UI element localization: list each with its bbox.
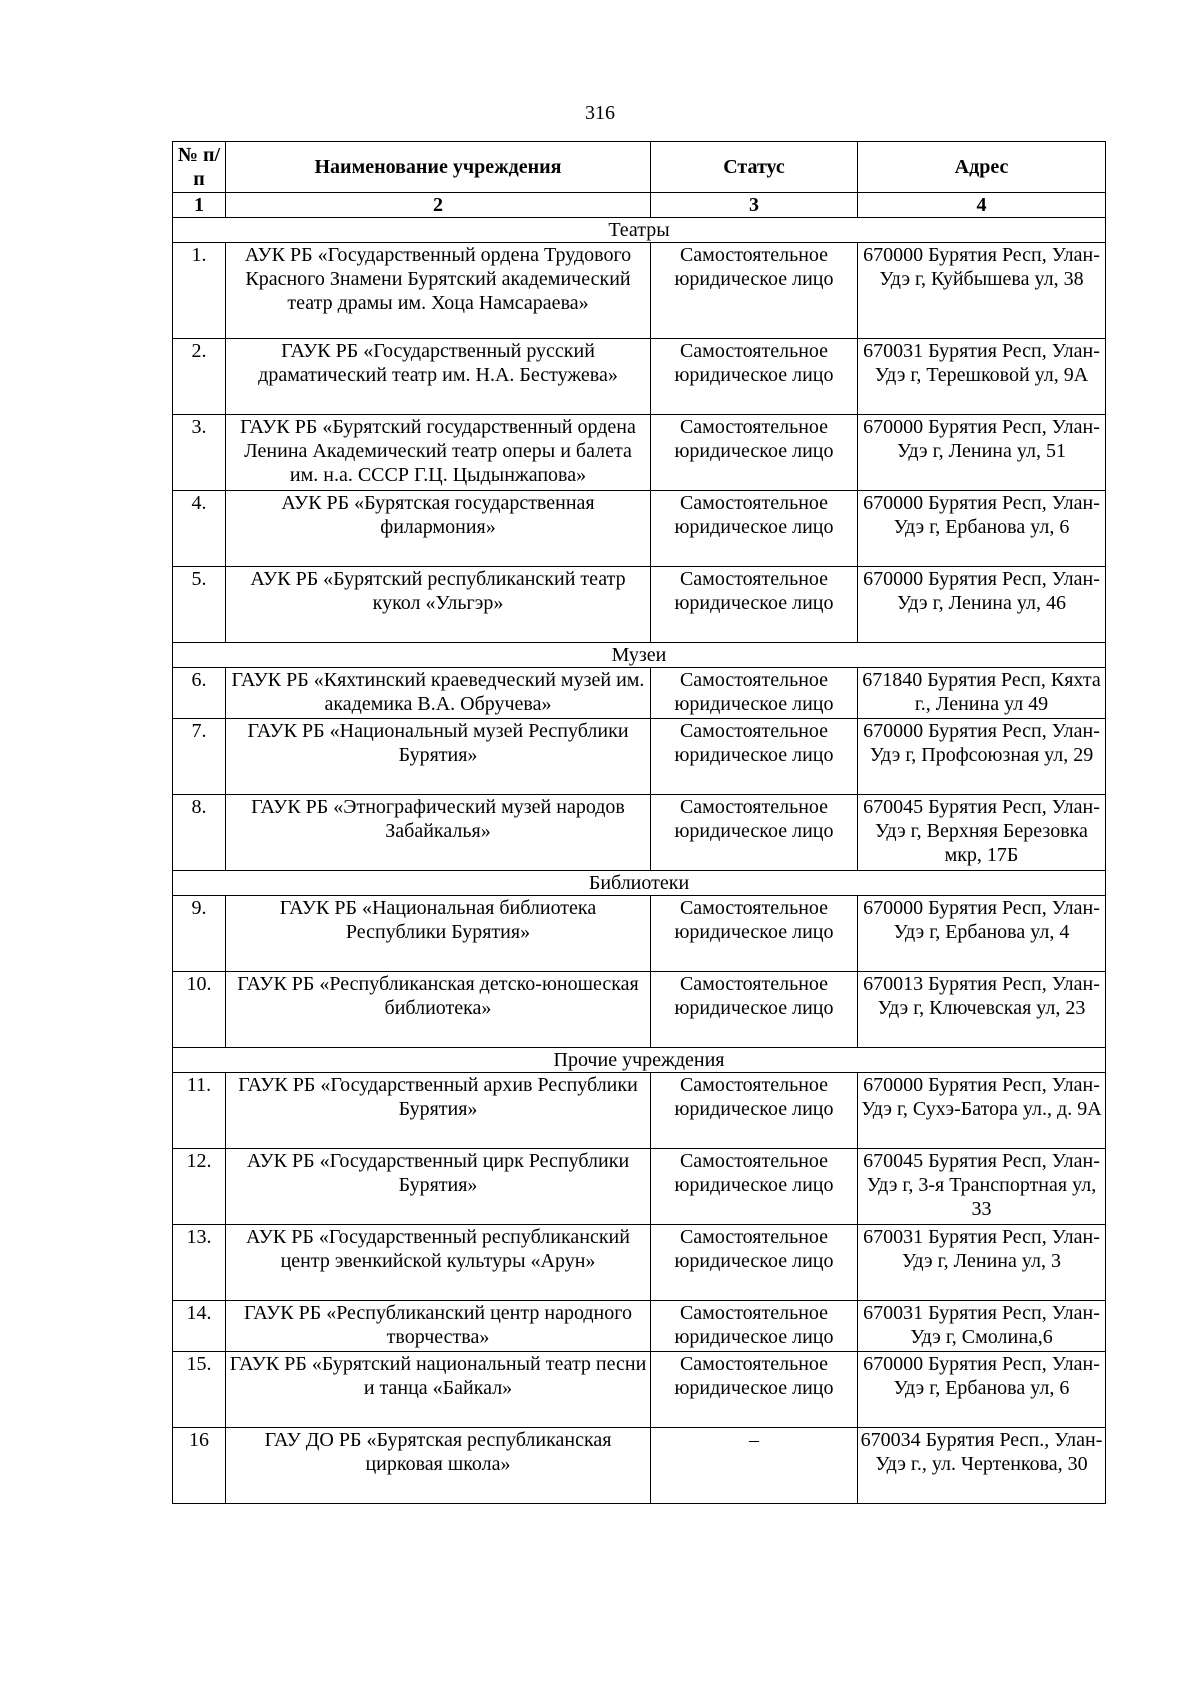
- table-row: [173, 567, 1106, 643]
- table-row: [173, 719, 1106, 795]
- table-row: [173, 1225, 1106, 1301]
- institution-address: 670000 Бурятия Респ, Улан-Удэ г, Ербанова ул, 6: [858, 1352, 1106, 1428]
- section-row: [173, 643, 1106, 668]
- institution-name: ГАУК РБ «Национальный музей Республики Бурятия»: [226, 719, 651, 795]
- table-row: [173, 491, 1106, 567]
- table-row: [173, 795, 1106, 871]
- institution-address: 670013 Бурятия Респ, Улан-Удэ г, Ключевская ул, 23: [858, 972, 1106, 1048]
- row-number: 4.: [173, 491, 226, 567]
- institution-address: 670034 Бурятия Респ., Улан-Удэ г., ул. Чертенкова, 30: [858, 1428, 1106, 1504]
- institution-name: АУК РБ «Бурятская государственная филармония»: [226, 491, 651, 567]
- row-number: 1.: [173, 243, 226, 339]
- row-number: 6.: [173, 668, 226, 719]
- institution-status: Самостоятельное юридическое лицо: [651, 415, 858, 491]
- table-row: [173, 1428, 1106, 1504]
- institutions-table: [172, 141, 1106, 1504]
- institution-status: Самостоятельное юридическое лицо: [651, 1149, 858, 1225]
- row-number: 5.: [173, 567, 226, 643]
- table-row: [173, 243, 1106, 339]
- institution-status: –: [651, 1428, 858, 1504]
- institution-status: Самостоятельное юридическое лицо: [651, 972, 858, 1048]
- section-row: [173, 218, 1106, 243]
- row-number: 13.: [173, 1225, 226, 1301]
- row-number: 12.: [173, 1149, 226, 1225]
- institution-name: АУК РБ «Государственный республиканский центр эвенкийской культуры «Арун»: [226, 1225, 651, 1301]
- institution-name: ГАУК РБ «Республиканская детско-юношеская библиотека»: [226, 972, 651, 1048]
- section-title: Прочие учреждения: [173, 1048, 1106, 1073]
- institution-name: АУК РБ «Государственный ордена Трудового Красного Знамени Бурятский академический театр драмы им. Хоца Намсараева»: [226, 243, 651, 339]
- institution-status: Самостоятельное юридическое лицо: [651, 339, 858, 415]
- institution-name: ГАУ ДО РБ «Бурятская республиканская цирковая школа»: [226, 1428, 651, 1504]
- institution-status: Самостоятельное юридическое лицо: [651, 668, 858, 719]
- institution-status: Самостоятельное юридическое лицо: [651, 795, 858, 871]
- institution-status: Самостоятельное юридическое лицо: [651, 243, 858, 339]
- institution-status: Самостоятельное юридическое лицо: [651, 491, 858, 567]
- table-row: [173, 1352, 1106, 1428]
- institution-name: ГАУК РБ «Этнографический музей народов Забайкалья»: [226, 795, 651, 871]
- table-row: [173, 1301, 1106, 1352]
- column-index-row: [173, 193, 1106, 218]
- table-row: [173, 896, 1106, 972]
- institution-address: 670031 Бурятия Респ, Улан-Удэ г, Ленина ул, 3: [858, 1225, 1106, 1301]
- institution-status: Самостоятельное юридическое лицо: [651, 1073, 858, 1149]
- institution-name: ГАУК РБ «Бурятский национальный театр песни и танца «Байкал»: [226, 1352, 651, 1428]
- table-row: [173, 339, 1106, 415]
- section-row: [173, 871, 1106, 896]
- institution-status: Самостоятельное юридическое лицо: [651, 719, 858, 795]
- header-status: Статус: [651, 142, 858, 193]
- row-number: 9.: [173, 896, 226, 972]
- institution-address: 670000 Бурятия Респ, Улан-Удэ г, Ленина ул, 51: [858, 415, 1106, 491]
- table-row: [173, 1149, 1106, 1225]
- institution-name: ГАУК РБ «Республиканский центр народного творчества»: [226, 1301, 651, 1352]
- institution-address: 671840 Бурятия Респ, Кяхта г., Ленина ул 49: [858, 668, 1106, 719]
- institution-status: Самостоятельное юридическое лицо: [651, 1225, 858, 1301]
- section-title: Музеи: [173, 643, 1106, 668]
- institution-name: ГАУК РБ «Национальная библиотека Республики Бурятия»: [226, 896, 651, 972]
- header-number: № п/п: [173, 142, 226, 193]
- row-number: 11.: [173, 1073, 226, 1149]
- row-number: 3.: [173, 415, 226, 491]
- institution-name: ГАУК РБ «Бурятский государственный ордена Ленина Академический театр оперы и балета им. н.а. СССР Г.Ц. Цыдынжапова»: [226, 415, 651, 491]
- header-name: Наименование учреждения: [226, 142, 651, 193]
- row-number: 8.: [173, 795, 226, 871]
- table-row: [173, 1073, 1106, 1149]
- section-title: Театры: [173, 218, 1106, 243]
- institution-address: 670045 Бурятия Респ, Улан-Удэ г, Верхняя Березовка мкр, 17Б: [858, 795, 1106, 871]
- row-number: 7.: [173, 719, 226, 795]
- institution-status: Самостоятельное юридическое лицо: [651, 1352, 858, 1428]
- institution-status: Самостоятельное юридическое лицо: [651, 567, 858, 643]
- row-number: 14.: [173, 1301, 226, 1352]
- institution-name: ГАУК РБ «Кяхтинский краеведческий музей им. академика В.А. Обручева»: [226, 668, 651, 719]
- column-index: 1: [173, 193, 226, 218]
- institution-name: ГАУК РБ «Государственный архив Республики Бурятия»: [226, 1073, 651, 1149]
- table-row: [173, 972, 1106, 1048]
- column-index: 4: [858, 193, 1106, 218]
- row-number: 16: [173, 1428, 226, 1504]
- institution-status: Самостоятельное юридическое лицо: [651, 1301, 858, 1352]
- institution-address: 670000 Бурятия Респ, Улан-Удэ г, Ербанова ул, 6: [858, 491, 1106, 567]
- table-row: [173, 415, 1106, 491]
- table-row: [173, 668, 1106, 719]
- table-header-row: [173, 142, 1106, 193]
- institution-status: Самостоятельное юридическое лицо: [651, 896, 858, 972]
- section-title: Библиотеки: [173, 871, 1106, 896]
- institution-address: 670000 Бурятия Респ, Улан-Удэ г, Сухэ-Батора ул., д. 9А: [858, 1073, 1106, 1149]
- institution-address: 670000 Бурятия Респ, Улан-Удэ г, Куйбышева ул, 38: [858, 243, 1106, 339]
- section-row: [173, 1048, 1106, 1073]
- institution-address: 670000 Бурятия Респ, Улан-Удэ г, Профсоюзная ул, 29: [858, 719, 1106, 795]
- column-index: 3: [651, 193, 858, 218]
- institution-address: 670031 Бурятия Респ, Улан-Удэ г, Смолина,6: [858, 1301, 1106, 1352]
- row-number: 15.: [173, 1352, 226, 1428]
- header-address: Адрес: [858, 142, 1106, 193]
- institution-address: 670031 Бурятия Респ, Улан-Удэ г, Терешковой ул, 9А: [858, 339, 1106, 415]
- institution-address: 670045 Бурятия Респ, Улан-Удэ г, 3-я Транспортная ул, 33: [858, 1149, 1106, 1225]
- row-number: 2.: [173, 339, 226, 415]
- institution-address: 670000 Бурятия Респ, Улан-Удэ г, Ербанова ул, 4: [858, 896, 1106, 972]
- institution-address: 670000 Бурятия Респ, Улан-Удэ г, Ленина ул, 46: [858, 567, 1106, 643]
- page-number: 316: [585, 102, 615, 124]
- institution-name: ГАУК РБ «Государственный русский драматический театр им. Н.А. Бестужева»: [226, 339, 651, 415]
- institution-name: АУК РБ «Государственный цирк Республики Бурятия»: [226, 1149, 651, 1225]
- institution-name: АУК РБ «Бурятский республиканский театр кукол «Ульгэр»: [226, 567, 651, 643]
- row-number: 10.: [173, 972, 226, 1048]
- column-index: 2: [226, 193, 651, 218]
